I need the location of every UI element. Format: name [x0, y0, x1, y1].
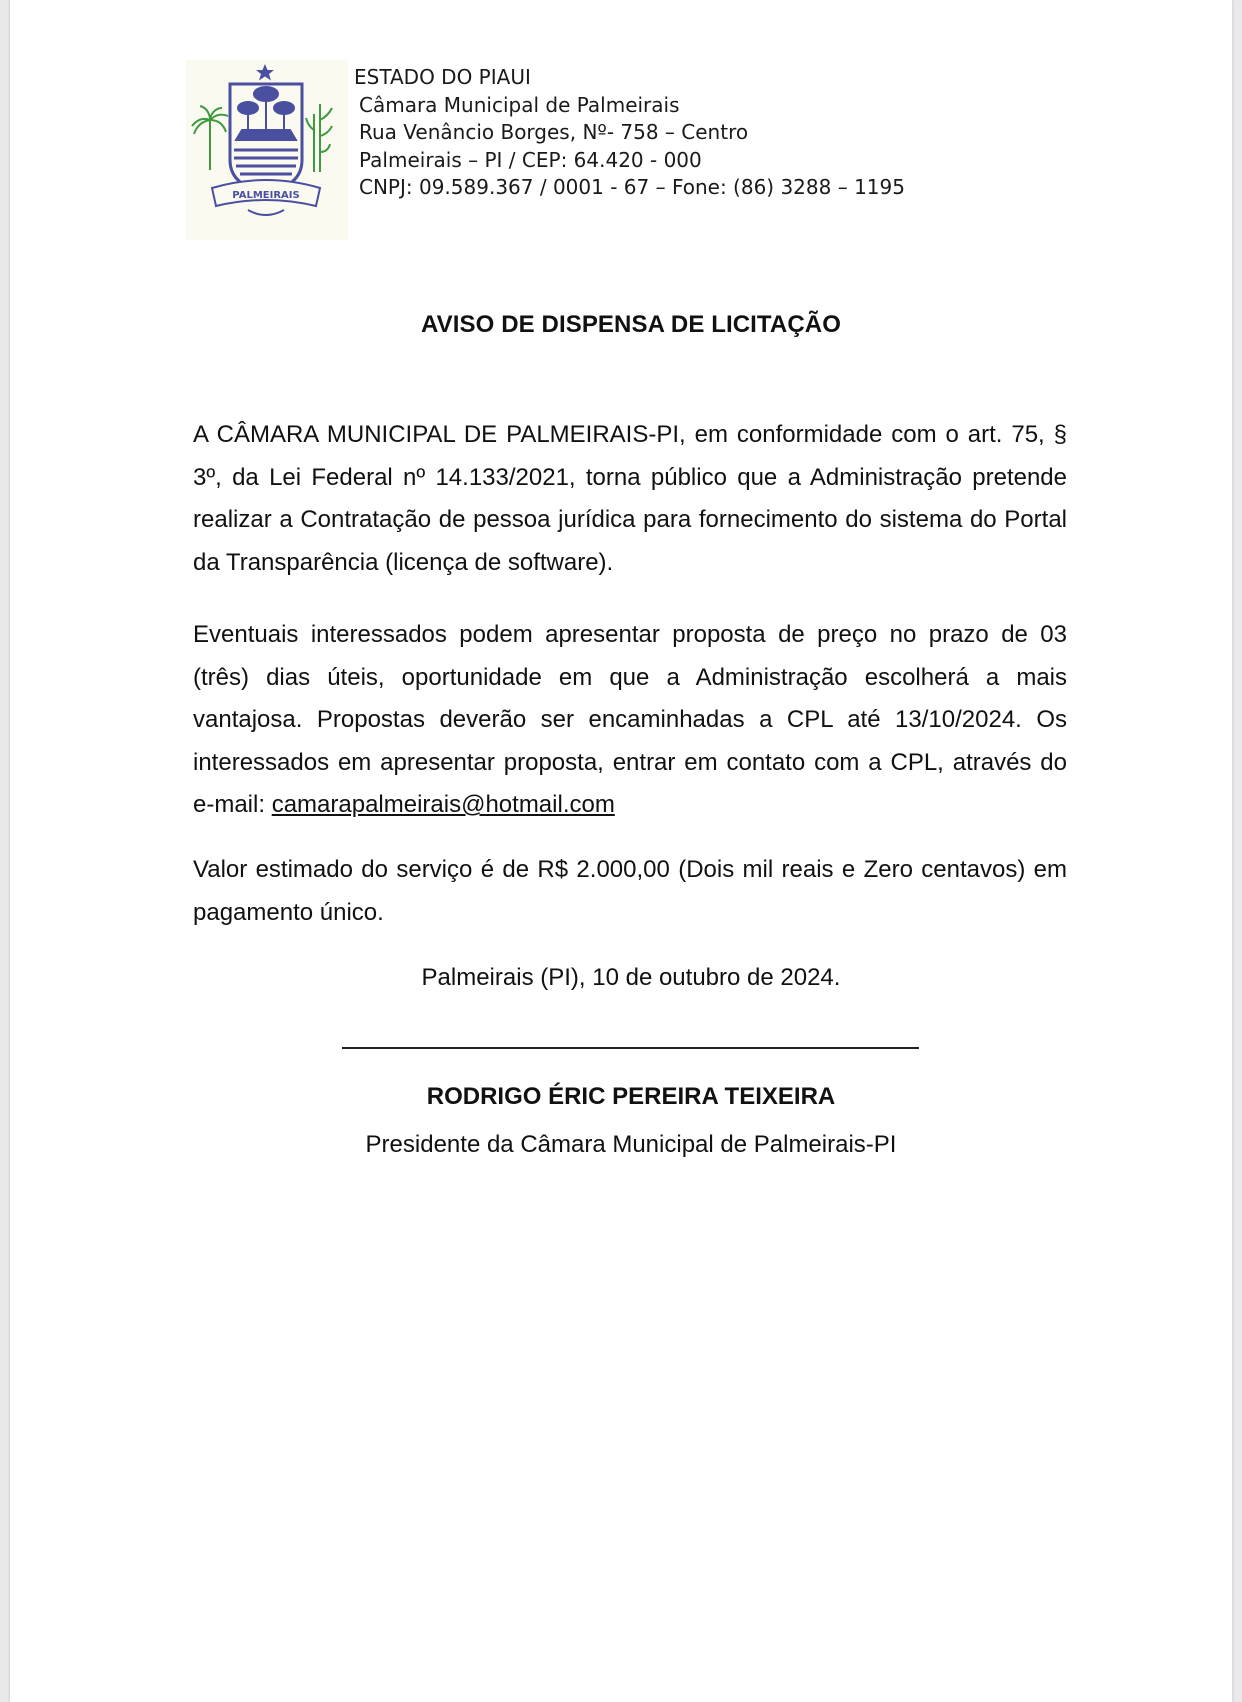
header-state: ESTADO DO PIAUI	[354, 65, 531, 89]
header-city-cep: Palmeirais – PI / CEP: 64.420 - 000	[359, 147, 702, 172]
document-page	[10, 0, 1232, 1702]
signer-role: Presidente da Câmara Municipal de Palmeirais-PI	[365, 1131, 897, 1158]
signer-name: RODRIGO ÉRIC PEREIRA TEIXEIRA	[426, 1083, 836, 1110]
paragraph-proposals-text: Eventuais interessados podem apresentar proposta de preço no prazo de 03 (três) dias úteis, oportunidade em que a Administração escolherá a mais vantajosa. Propostas deverão ser encaminhadas a CPL até 13/10/2024. Os interessados em apresentar proposta, entrar em contato com a CPL, através do e-mail:	[193, 621, 1067, 818]
coat-of-arms-logo	[186, 60, 348, 240]
header-institution: Câmara Municipal de Palmeirais	[359, 92, 680, 117]
svg-text:PALMEIRAIS: PALMEIRAIS	[232, 190, 300, 201]
contact-email-link[interactable]: camarapalmeirais@hotmail.com	[271, 791, 615, 818]
paragraph-contract: A CÂMARA MUNICIPAL DE PALMEIRAIS-PI, em conformidade com o art. 75, § 3º, da Lei Federal nº 14.133/2021, torna público que a Administração pretende realizar a Contratação de pessoa jurídica para fornecimento do sistema do Portal da Transparência (licença de software).	[193, 421, 1067, 576]
signature-line	[342, 1047, 919, 1049]
paragraph-proposals	[193, 614, 1067, 827]
institution-header	[354, 64, 905, 202]
header-cnpj-phone: CNPJ: 09.589.367 / 0001 - 67 – Fone: (86) 3288 – 1195	[359, 175, 905, 199]
paragraph-value: Valor estimado do serviço é de R$ 2.000,00 (Dois mil reais e Zero centavos) em pagamento único.	[193, 856, 1067, 926]
document-title: AVISO DE DISPENSA DE LICITAÇÃO	[421, 311, 841, 338]
header-address: Rua Venâncio Borges, Nº- 758 – Centro	[359, 120, 749, 144]
place-date: Palmeirais (PI), 10 de outubro de 2024.	[421, 964, 841, 991]
